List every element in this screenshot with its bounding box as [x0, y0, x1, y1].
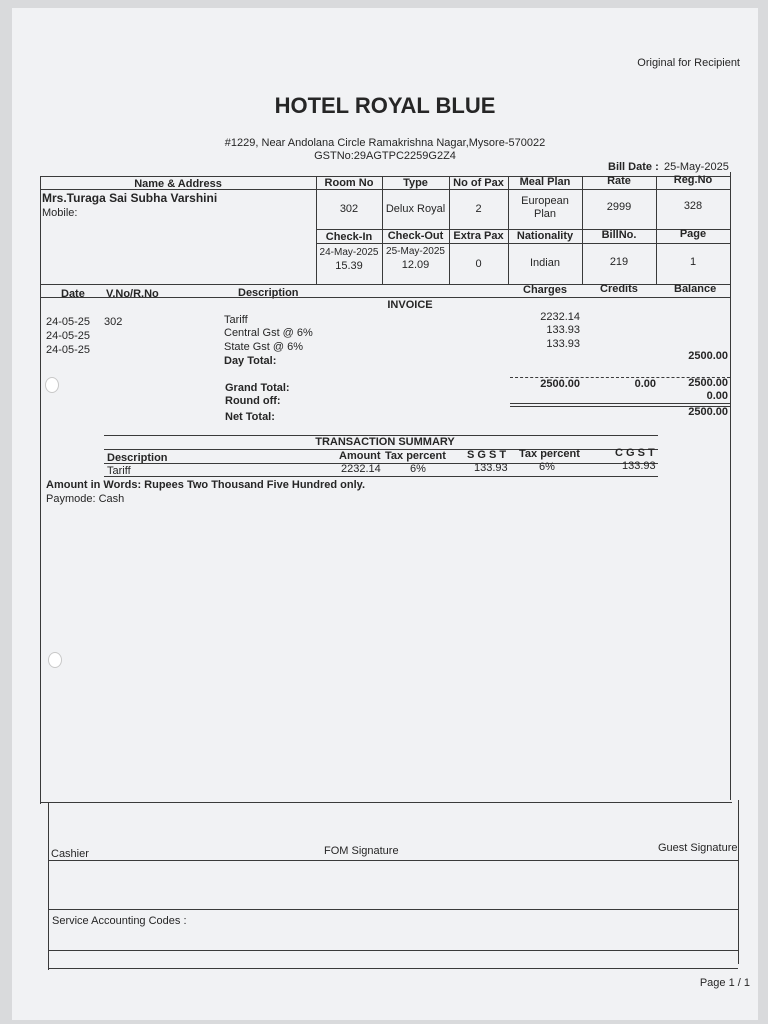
page-value: 1: [689, 256, 697, 268]
grand-total-balance: 2500.00: [688, 377, 728, 389]
day-total-balance: 2500.00: [688, 350, 728, 362]
hotel-gstin: GSTNo:29AGTPC2259G2Z4: [314, 150, 456, 162]
net-total-balance: 2500.00: [688, 406, 728, 418]
ledger-row-1-description: Tariff: [224, 314, 248, 326]
rate-value: 2999: [606, 201, 632, 213]
punch-hole-bottom: [48, 652, 62, 668]
bill-no-value: 219: [609, 256, 629, 268]
ledger-header-balance: Balance: [674, 283, 717, 295]
header-no-of-pax: No of Pax: [453, 177, 504, 189]
room-no-value: 302: [339, 203, 359, 215]
summary-row-cgst: 133.93: [622, 460, 656, 472]
amount-in-words: Amount in Words: Rupees Two Thousand Five Hundred only.: [46, 479, 365, 491]
ledger-header-vno: V.No/R.No: [106, 288, 159, 300]
day-total-label: Day Total:: [224, 355, 277, 367]
header-check-in: Check-In: [325, 231, 373, 243]
punch-hole-top: [45, 377, 59, 393]
ledger-row-2-description: Central Gst @ 6%: [224, 327, 313, 339]
ledger-row-1-charges: 2232.14: [540, 311, 580, 323]
net-total-label: Net Total:: [225, 411, 275, 423]
summary-header-cgst: C G S T: [615, 447, 655, 459]
hotel-address: #1229, Near Andolana Circle Ramakrishna Nagar,Mysore-570022: [224, 137, 546, 149]
guest-mobile-label: Mobile:: [42, 207, 78, 219]
ledger-header-credits: Credits: [600, 283, 638, 295]
ledger-row-2-charges: 133.93: [546, 324, 580, 336]
header-check-out: Check-Out: [387, 230, 444, 242]
summary-row-amount: 2232.14: [341, 463, 381, 475]
transaction-summary-title: TRANSACTION SUMMARY: [315, 436, 455, 448]
header-name-address: Name & Address: [134, 178, 222, 190]
round-off-balance: 0.00: [706, 390, 728, 402]
summary-row-tax-percent-1: 6%: [410, 463, 426, 475]
check-out-date: 25-May-2025: [386, 246, 445, 257]
guest-name: Mrs.Turaga Sai Subha Varshini: [42, 191, 218, 205]
invoice-title: INVOICE: [387, 299, 433, 311]
ledger-header-charges: Charges: [523, 284, 568, 296]
meal-plan-line2: Plan: [533, 208, 557, 220]
nationality-value: Indian: [530, 257, 560, 269]
ledger-header-date: Date: [61, 288, 85, 300]
copy-label: Original for Recipient: [637, 57, 740, 69]
summary-header-amount: Amount: [339, 450, 381, 462]
header-page: Page: [679, 228, 707, 240]
ledger-row-1-vno: 302: [104, 316, 123, 328]
no-of-pax-value: 2: [475, 203, 482, 215]
check-in-date: 24-May-2025: [319, 247, 379, 258]
header-rate: Rate: [607, 175, 631, 187]
summary-header-tax-percent-2: Tax percent: [519, 448, 580, 460]
summary-header-description: Description: [107, 452, 168, 464]
room-type-value: Delux Royal: [385, 203, 446, 215]
paymode: Paymode: Cash: [46, 493, 125, 505]
header-type: Type: [403, 177, 428, 189]
hotel-name: HOTEL ROYAL BLUE: [274, 93, 496, 118]
meal-plan-line1: European: [521, 195, 569, 207]
bill-date: 25-May-2025: [664, 161, 729, 173]
header-nationality: Nationality: [516, 230, 574, 242]
bill-date-label: Bill Date :: [608, 161, 659, 173]
header-extra-pax: Extra Pax: [453, 230, 504, 242]
reg-no-value: 328: [683, 200, 703, 212]
ledger-row-3-charges: 133.93: [546, 338, 580, 350]
summary-row-description: Tariff: [107, 465, 131, 477]
summary-row-sgst: 133.93: [474, 462, 508, 474]
header-reg-no: Reg.No: [673, 174, 713, 186]
ledger-header-description: Description: [238, 287, 299, 299]
summary-header-sgst: S G S T: [467, 449, 507, 461]
ledger-row-1-date: 24-05-25: [46, 316, 91, 328]
service-accounting-codes: Service Accounting Codes :: [52, 915, 187, 927]
ledger-row-3-date: 24-05-25: [46, 344, 91, 356]
cashier-label: Cashier: [51, 848, 89, 860]
header-room-no: Room No: [324, 177, 374, 189]
round-off-label: Round off:: [225, 395, 281, 407]
summary-row-tax-percent-2: 6%: [539, 461, 555, 473]
grand-total-charges: 2500.00: [540, 378, 580, 390]
ledger-row-2-date: 24-05-25: [46, 330, 91, 342]
header-bill-no: BillNo.: [601, 229, 637, 241]
fom-signature-label: FOM Signature: [324, 845, 399, 857]
page-number: Page 1 / 1: [699, 977, 750, 989]
check-out-time: 12.09: [401, 259, 430, 271]
header-meal-plan: Meal Plan: [519, 176, 571, 188]
grand-total-label: Grand Total:: [225, 382, 290, 394]
grand-total-credits: 0.00: [634, 378, 656, 390]
guest-signature-label: Guest Signature: [658, 842, 738, 854]
ledger-row-3-description: State Gst @ 6%: [224, 341, 304, 353]
summary-header-tax-percent-1: Tax percent: [385, 450, 446, 462]
extra-pax-value: 0: [475, 258, 482, 270]
check-in-time: 15.39: [335, 260, 363, 272]
